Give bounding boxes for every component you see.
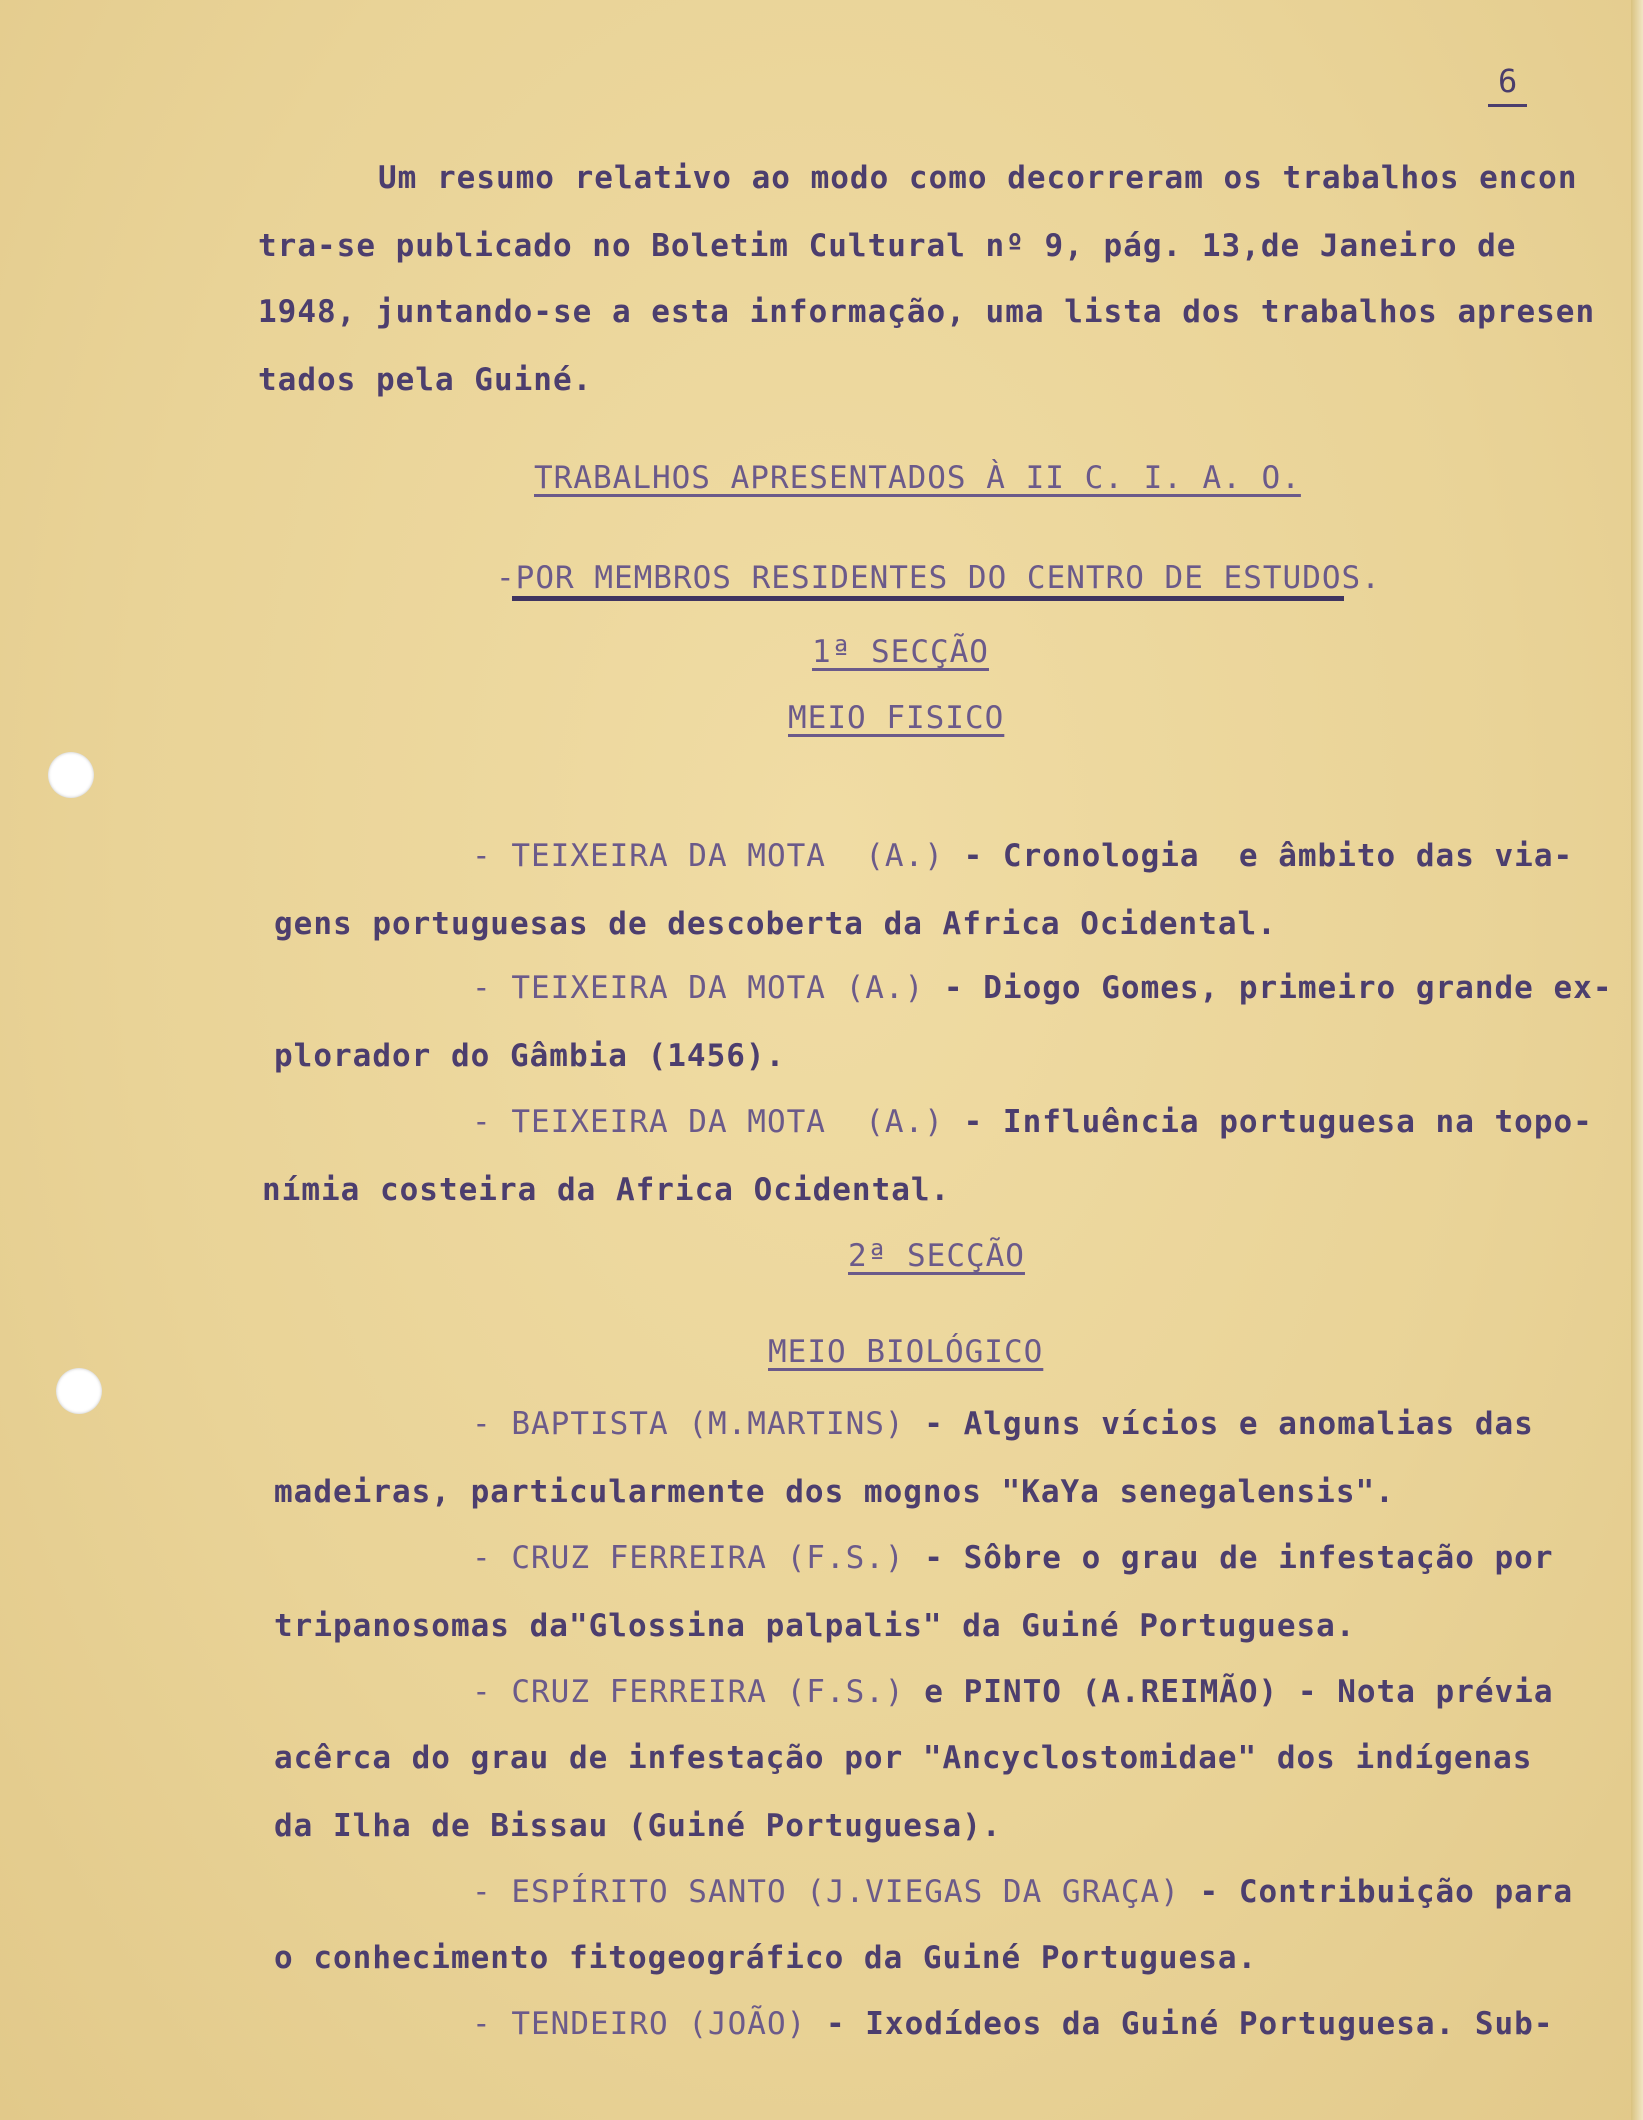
paper-edge (1631, 0, 1643, 2120)
entry-7-continuation: o conhecimento fitogeográfico da Guiné Portuguesa. (274, 1940, 1258, 1976)
section-2-name: MEIO BIOLÓGICO (768, 1334, 1044, 1370)
entry-1-continuation: gens portuguesas de descoberta da Africa Ocidental. (274, 906, 1277, 942)
entry-author: - TENDEIRO (JOÃO) (472, 2006, 807, 2042)
list-subtitle: -POR MEMBROS RESIDENTES DO CENTRO DE ESTUDOS. (496, 560, 1381, 596)
intro-line-2: tra-se publicado no Boletim Cultural nº 9, pág. 13,de Janeiro de (258, 228, 1517, 264)
entry-title: - Contribuição para (1179, 1874, 1574, 1910)
entry-title: - Ixodídeos da Guiné Portuguesa. Sub- (806, 2006, 1554, 2042)
entry-4-first-line (472, 1406, 1534, 1442)
entry-6-first-line (472, 1674, 1554, 1710)
entry-4-continuation: madeiras, particularmente dos mognos "KaYa senegalensis". (274, 1474, 1395, 1510)
entry-8-first-line (472, 2006, 1554, 2042)
entry-title: - Sôbre o grau de infestação por (904, 1540, 1554, 1576)
entry-author: - CRUZ FERREIRA (F.S.) (472, 1674, 905, 1710)
section-1-name: MEIO FISICO (788, 700, 1005, 736)
entry-5-first-line (472, 1540, 1554, 1576)
page-number: 6 (1488, 62, 1527, 107)
entry-author: - TEIXEIRA DA MOTA (A.) (472, 970, 925, 1006)
punch-hole (48, 752, 94, 798)
entry-6-continuation-2: da Ilha de Bissau (Guiné Portuguesa). (274, 1808, 1002, 1844)
entry-3-first-line (472, 1104, 1593, 1140)
intro-line-3: 1948, juntando-se a esta informação, uma lista dos trabalhos apresen (258, 294, 1596, 330)
entry-1-first-line (472, 838, 1573, 874)
entry-author: - CRUZ FERREIRA (F.S.) (472, 1540, 905, 1576)
list-title: TRABALHOS APRESENTADOS À II C. I. A. O. (534, 460, 1301, 496)
entry-3-continuation: nímia costeira da Africa Ocidental. (262, 1172, 951, 1208)
entry-author: - TEIXEIRA DA MOTA (A.) (472, 838, 944, 874)
section-1-heading: 1ª SECÇÃO (812, 634, 989, 670)
intro-line-1: Um resumo relativo ao modo como decorreram os trabalhos encon (378, 160, 1578, 196)
entry-7-first-line (472, 1874, 1573, 1910)
section-2-heading: 2ª SECÇÃO (848, 1238, 1025, 1274)
entry-title: - Alguns vícios e anomalias das (904, 1406, 1534, 1442)
entry-title: - Influência portuguesa na topo- (943, 1104, 1593, 1140)
entry-author: - BAPTISTA (M.MARTINS) (472, 1406, 905, 1442)
entry-title: - Diogo Gomes, primeiro grande ex- (924, 970, 1613, 1006)
entry-6-continuation: acêrca do grau de infestação por "Ancyclostomidae" dos indígenas (274, 1740, 1533, 1776)
intro-line-4: tados pela Guiné. (258, 362, 593, 398)
entry-author: - TEIXEIRA DA MOTA (A.) (472, 1104, 944, 1140)
entry-title: - Cronologia e âmbito das via- (943, 838, 1574, 874)
subtitle-underline (512, 596, 1344, 601)
entry-title: e PINTO (A.REIMÃO) - Nota prévia (904, 1674, 1554, 1710)
entry-author: - ESPÍRITO SANTO (J.VIEGAS DA GRAÇA) (472, 1874, 1180, 1910)
entry-2-first-line (472, 970, 1613, 1006)
entry-5-continuation: tripanosomas da"Glossina palpalis" da Guiné Portuguesa. (274, 1608, 1356, 1644)
entry-2-continuation: plorador do Gâmbia (1456). (274, 1038, 786, 1074)
punch-hole (56, 1368, 102, 1414)
